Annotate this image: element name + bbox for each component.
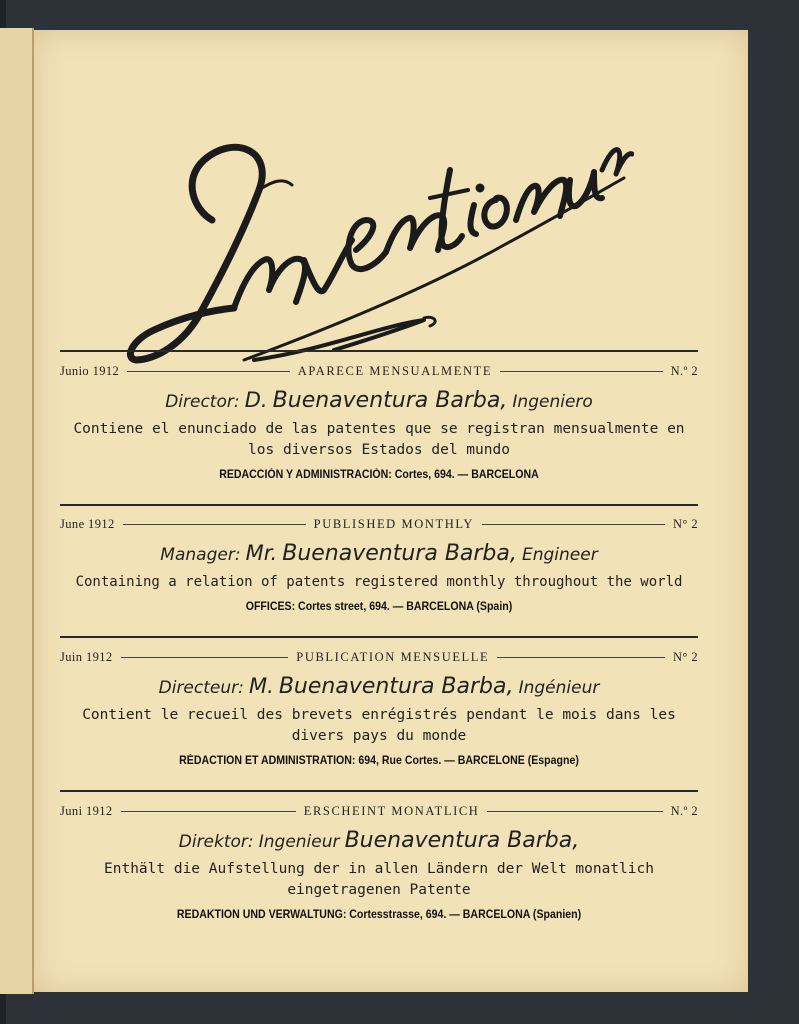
magazine-cover [34, 30, 748, 992]
director-honorific: D. [244, 388, 268, 412]
director-honorific: M. [248, 674, 274, 698]
frequency: ERSCHEINT MONATLICH [303, 803, 480, 818]
address: REDAKTION UND VERWALTUNG: Cortesstrasse, 694. — BARCELONA (Spanien) [176, 909, 582, 921]
director-suffix: Engineer [521, 545, 598, 565]
director-line [60, 828, 698, 853]
dash-rule [121, 657, 289, 658]
issue-line [60, 362, 698, 380]
director-line [60, 541, 698, 566]
section-spanish [60, 362, 698, 481]
director-name: Buenaventura Barba, [282, 541, 517, 566]
director-suffix: Ingeniero [512, 392, 593, 412]
frequency: APARECE MENSUALMENTE [297, 363, 493, 378]
director-name: Buenaventura Barba, [272, 388, 508, 413]
dash-rule [482, 524, 665, 525]
frequency: PUBLISHED MONTHLY [313, 516, 474, 531]
dash-rule [487, 811, 662, 812]
address: OFFICES: Cortes street, 694. — BARCELONA (Spain) [245, 601, 513, 613]
dash-rule [123, 524, 306, 525]
section-divider [60, 636, 698, 638]
director-name: Buenaventura Barba, [344, 828, 580, 853]
director-line [60, 674, 698, 699]
issue-number: N° 2 [673, 649, 699, 664]
director-suffix: Ingénieur [518, 678, 600, 698]
dash-rule [121, 811, 296, 812]
section-german [60, 802, 698, 921]
issue-date: Juni 1912 [60, 803, 113, 818]
description: Contient le recueil des brevets enrégistrés pendant le mois dans les divers pays du monde [82, 707, 676, 744]
issue-number: N° 2 [673, 516, 699, 531]
frequency: PUBLICATION MENSUELLE [296, 649, 490, 664]
director-line [60, 388, 698, 413]
dash-rule [497, 657, 665, 658]
description: Contiene el enunciado de las patentes que se registran mensualmente en los diversos Estados del mundo [73, 421, 685, 458]
dash-rule [127, 371, 289, 372]
director-role: Manager: [160, 545, 241, 565]
address: RÉDACTION ET ADMINISTRATION: 694, Rue Cortes. — BARCELONE (Espagne) [179, 755, 579, 767]
director-honorific: Mr. [245, 541, 278, 565]
masthead-logo [124, 60, 634, 370]
issue-date: Juin 1912 [60, 649, 113, 664]
director-name: Buenaventura Barba, [278, 674, 514, 699]
dash-rule [500, 371, 662, 372]
issue-number: N.º 2 [670, 803, 699, 818]
director-role: Director: [165, 392, 240, 412]
director-role: Directeur: [158, 678, 244, 698]
section-french [60, 648, 698, 767]
section-divider [60, 350, 698, 352]
section-divider [60, 790, 698, 792]
issue-line [60, 648, 698, 666]
description: Containing a relation of patents registered monthly throughout the world [75, 574, 683, 590]
address: REDACCIÓN Y ADMINISTRACIÓN: Cortes, 694. — BARCELONA [219, 469, 539, 481]
director-honorific: Ingenieur [258, 832, 340, 852]
issue-line [60, 802, 698, 820]
director-role: Direktor: [178, 832, 254, 852]
facing-page-edge [0, 28, 34, 994]
issue-date: Junio 1912 [60, 363, 120, 378]
description: Enthält die Aufstellung der in allen Ländern der Welt monatlich eingetragenen Patente [104, 861, 654, 898]
issue-line [60, 515, 698, 533]
section-english [60, 515, 698, 613]
issue-date: June 1912 [60, 516, 115, 531]
section-divider [60, 504, 698, 506]
issue-number: N.º 2 [670, 363, 698, 378]
